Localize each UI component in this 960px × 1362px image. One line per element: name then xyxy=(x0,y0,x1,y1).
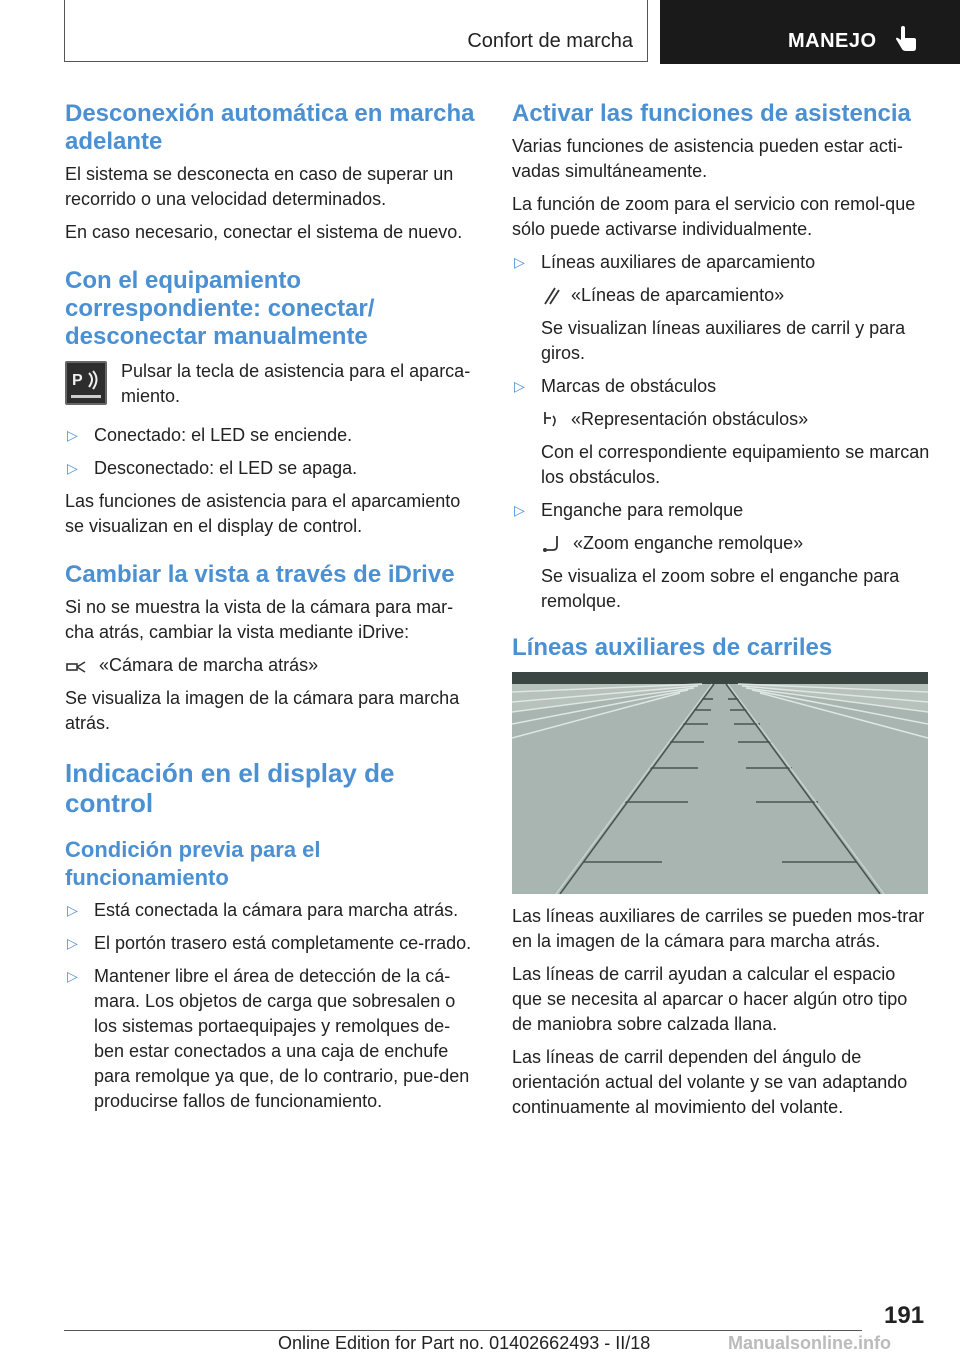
edition-text: Online Edition for Part no. 01402662493 - II/18 xyxy=(278,1333,651,1353)
parking-assist-button-icon xyxy=(65,361,107,405)
list-item: ▷ Está conectada la cámara para marcha atrás. xyxy=(65,898,480,923)
menu-trailer: «Zoom enganche remolque» xyxy=(541,531,930,556)
section-tab xyxy=(64,0,648,62)
chapter-title: MANEJO xyxy=(788,30,877,52)
heading-auto-off: Desconexión automática en marcha adelante xyxy=(65,100,475,155)
list-item: ▷ El portón trasero está completamente ce-rrado. xyxy=(65,931,480,956)
lane-guide-illustration xyxy=(512,672,928,894)
page-number: 191 xyxy=(884,1302,925,1329)
list-item: ▷ Desconectado: el LED se apaga. xyxy=(65,456,480,481)
paragraph-lanes-3: Las líneas de carril dependen del ángulo de orientación actual del volante y se van adaptando continuamente al movimiento del volante. xyxy=(512,1047,908,1117)
paragraph-auto-off-2: En caso necesario, conectar el sistema de nuevo. xyxy=(65,222,463,242)
list-item: ▷ Líneas auxiliares de aparcamiento «Líneas de aparcamiento» Se visualizan líneas auxiliares de carril y para giros. xyxy=(512,250,930,366)
assist-functions-list xyxy=(512,250,930,614)
assist-button-row xyxy=(65,359,480,409)
paragraph-activate-1: Varias funciones de asistencia pueden estar acti-vadas simultáneamente. xyxy=(512,136,903,181)
paragraph-activate-2: La función de zoom para el servicio con remol-que sólo puede activarse individualmente. xyxy=(512,194,916,239)
list-item: ▷ Conectado: el LED se enciende. xyxy=(65,423,480,448)
rear-camera-icon xyxy=(65,656,89,676)
parking-lines-icon xyxy=(541,286,561,306)
obstacle-icon xyxy=(541,410,561,430)
heading-lanes: Líneas auxiliares de carriles xyxy=(512,634,833,661)
paragraph-manual-button: Pulsar la tecla de asistencia para el aparca-miento. xyxy=(121,361,471,406)
heading-manual: Con el equipamiento correspondiente: conectar/ desconectar manualmente xyxy=(65,267,375,350)
chapter-tab xyxy=(660,0,960,64)
section-title: Confort de marcha xyxy=(467,30,633,52)
paragraph-idrive: Si no se muestra la vista de la cámara para mar-cha atrás, cambiar la vista mediante iDrive: xyxy=(65,597,454,642)
trailer-hitch-icon xyxy=(541,534,563,554)
left-column xyxy=(65,100,480,1122)
paragraph-displayed: Las funciones de asistencia para el aparcamiento se visualizan en el display de control. xyxy=(65,491,461,536)
menu-obstacles: «Representación obstáculos» xyxy=(541,407,930,432)
heading-idrive: Cambiar la vista a través de iDrive xyxy=(65,561,455,588)
heading-activate: Activar las funciones de asistencia xyxy=(512,100,911,127)
watermark: Manualsonline.info xyxy=(728,1333,892,1353)
paragraph-idrive-2: Se visualiza la imagen de la cámara para marcha atrás. xyxy=(65,688,460,733)
triangle-bullet-icon: ▷ xyxy=(67,460,78,476)
triangle-bullet-icon: ▷ xyxy=(67,968,78,984)
triangle-bullet-icon: ▷ xyxy=(514,254,525,270)
footer-divider xyxy=(64,1330,862,1331)
led-status-list xyxy=(65,423,480,481)
list-item: ▷ Marcas de obstáculos «Representación obstáculos» Con el correspondiente equipamiento se marcan los obstáculos. xyxy=(514,376,930,487)
menu-camera-line: «Cámara de marcha atrás» xyxy=(65,653,480,678)
triangle-bullet-icon: ▷ xyxy=(67,902,78,918)
page-header xyxy=(64,0,960,64)
list-item: ▷ Mantener libre el área de detección de la cá-mara. Los objetos de carga que sobresalen o los sistemas portaequipajes y remolques de-ben estar conectados a una caja de enchufe para remolque ya que, de lo contrario, pue-den producirse fallos de funcionamiento. xyxy=(67,966,470,1111)
triangle-bullet-icon: ▷ xyxy=(514,502,525,518)
list-item: ▷ Enganche para remolque «Zoom enganche remolque» Se visualiza el zoom sobre el enganche para remolque. xyxy=(512,498,930,614)
heading-display: Indicación en el display de control xyxy=(65,758,395,818)
precondition-list xyxy=(65,898,480,1114)
paragraph-lanes-2: Las líneas de carril ayudan a calcular el espacio que se necesita al aparcar o hacer algún otro tipo de maniobra sobre calzada llana. xyxy=(512,964,908,1034)
menu-parking-lines: «Líneas de aparcamiento» xyxy=(541,283,930,308)
triangle-bullet-icon: ▷ xyxy=(514,378,525,394)
svg-text:P: P xyxy=(72,372,83,389)
right-column xyxy=(512,100,930,1128)
triangle-bullet-icon: ▷ xyxy=(67,935,78,951)
heading-precondition: Condición previa para el funcionamiento xyxy=(65,837,321,890)
paragraph-auto-off-1: El sistema se desconecta en caso de superar un recorrido o una velocidad determinados. xyxy=(65,164,454,209)
hand-pointer-icon xyxy=(894,26,920,54)
triangle-bullet-icon: ▷ xyxy=(67,427,78,443)
paragraph-lanes-1: Las líneas auxiliares de carriles se pueden mos-trar en la imagen de la cámara para marcha atrás. xyxy=(512,906,925,951)
